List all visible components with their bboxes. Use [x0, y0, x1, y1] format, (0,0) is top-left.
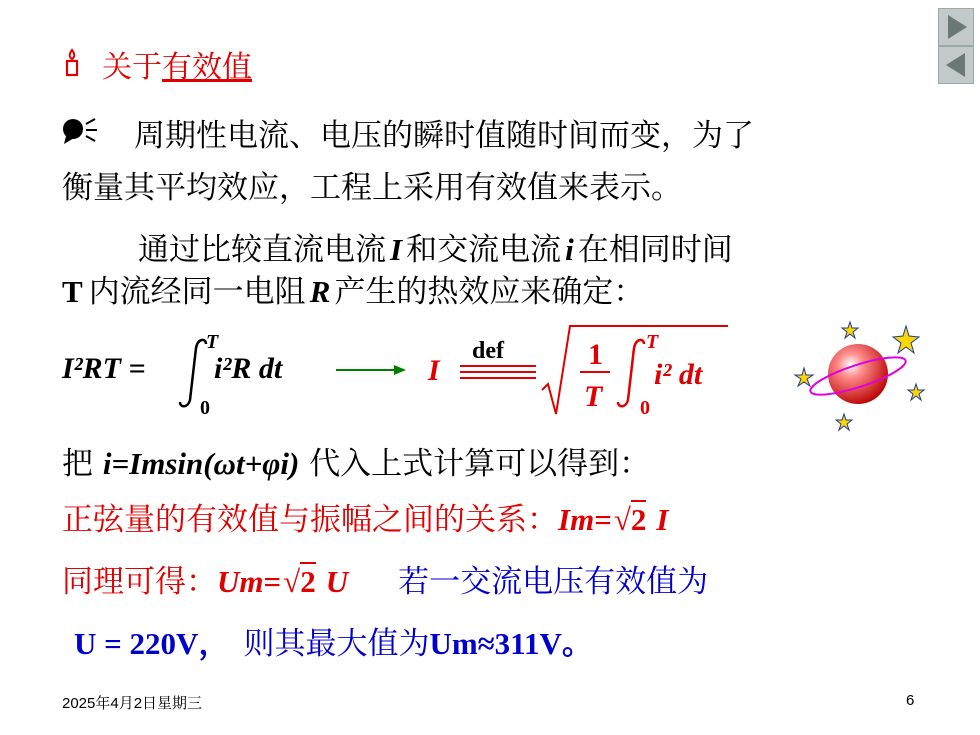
fraction-numerator: 1: [588, 338, 603, 371]
fraction-denominator: T: [584, 380, 603, 413]
relation-eq: =: [594, 502, 612, 537]
integral-upper: T: [206, 331, 219, 353]
para2-text-b: 和交流电流: [406, 232, 562, 268]
var-period: T: [62, 274, 83, 309]
relation-lhs: Im: [558, 502, 595, 537]
voltage-line: [62, 556, 708, 601]
para1-line2: 衡量其平均效应，工程上采用有效值来表示。: [62, 170, 682, 206]
speaker-icon: [62, 116, 102, 150]
heading-prefix: 关于: [102, 50, 162, 85]
effective-value-formula: [60, 318, 750, 428]
voltage-rhs: U: [325, 564, 349, 599]
para2-text-c: 在相同时间: [577, 232, 733, 268]
relation-sqrt: √2: [613, 502, 647, 537]
formula-lhs: I²RT =: [62, 352, 146, 385]
voltage-sqrt-value: 2: [300, 564, 316, 599]
prev-slide-button[interactable]: [938, 46, 974, 84]
var-dc-current: I: [390, 232, 403, 267]
substitution-line: [62, 438, 650, 483]
para2-line1: [138, 224, 733, 269]
substitute-expression: i=Imsin(ωt+φi): [102, 446, 300, 481]
triangle-right-icon: [939, 9, 973, 45]
relation-line: [62, 494, 668, 539]
example-value: U = 220V，: [74, 626, 230, 661]
planet-stars-icon: [784, 318, 934, 438]
var-resistance: R: [309, 274, 331, 309]
para1-line1: 周期性电流、电压的瞬时值随时间而变，为了: [134, 118, 754, 154]
para2-text-a: 通过比较直流电流: [138, 232, 386, 268]
candle-icon: [64, 48, 80, 82]
formula-rhs-var: I: [428, 354, 440, 387]
relation-sqrt-value: 2: [630, 502, 647, 537]
rhs-integral-upper: T: [646, 331, 659, 353]
para2-text-e: 产生的热效应来确定：: [334, 274, 645, 310]
voltage-sqrt: √2: [283, 564, 316, 599]
example-text: 则其最大值为: [243, 626, 430, 662]
example-max: Um≈311V。: [429, 626, 593, 661]
heading-underlined: 有效值: [162, 50, 252, 85]
rhs-integrand: i² dt: [654, 358, 703, 391]
relation-rhs: I: [656, 502, 669, 537]
integral-lower: 0: [200, 397, 210, 419]
voltage-note: 若一交流电压有效值为: [398, 564, 709, 600]
voltage-text: 同理可得：: [62, 564, 217, 600]
substitute-suffix: 代入上式计算可以得到：: [309, 446, 651, 482]
def-label: def: [472, 338, 504, 364]
arrow-head: [394, 365, 406, 375]
voltage-lhs: Um: [217, 564, 264, 599]
var-ac-current: i: [565, 232, 574, 267]
triangle-left-icon: [939, 47, 973, 83]
voltage-eq: =: [263, 564, 282, 599]
para2-line2: [62, 266, 644, 311]
substitute-prefix: 把: [62, 446, 93, 482]
example-line: [74, 618, 593, 663]
footer-date: 2025年4月2日星期三: [62, 695, 203, 712]
para2-text-d: 内流经同一电阻: [88, 274, 306, 310]
next-slide-button[interactable]: [938, 8, 974, 46]
section-heading: [102, 42, 252, 86]
page-number: 6: [906, 692, 915, 709]
relation-text: 正弦量的有效值与振幅之间的关系：: [62, 502, 558, 538]
formula-integrand: i²R dt: [214, 352, 283, 385]
rhs-integral-lower: 0: [640, 397, 650, 419]
